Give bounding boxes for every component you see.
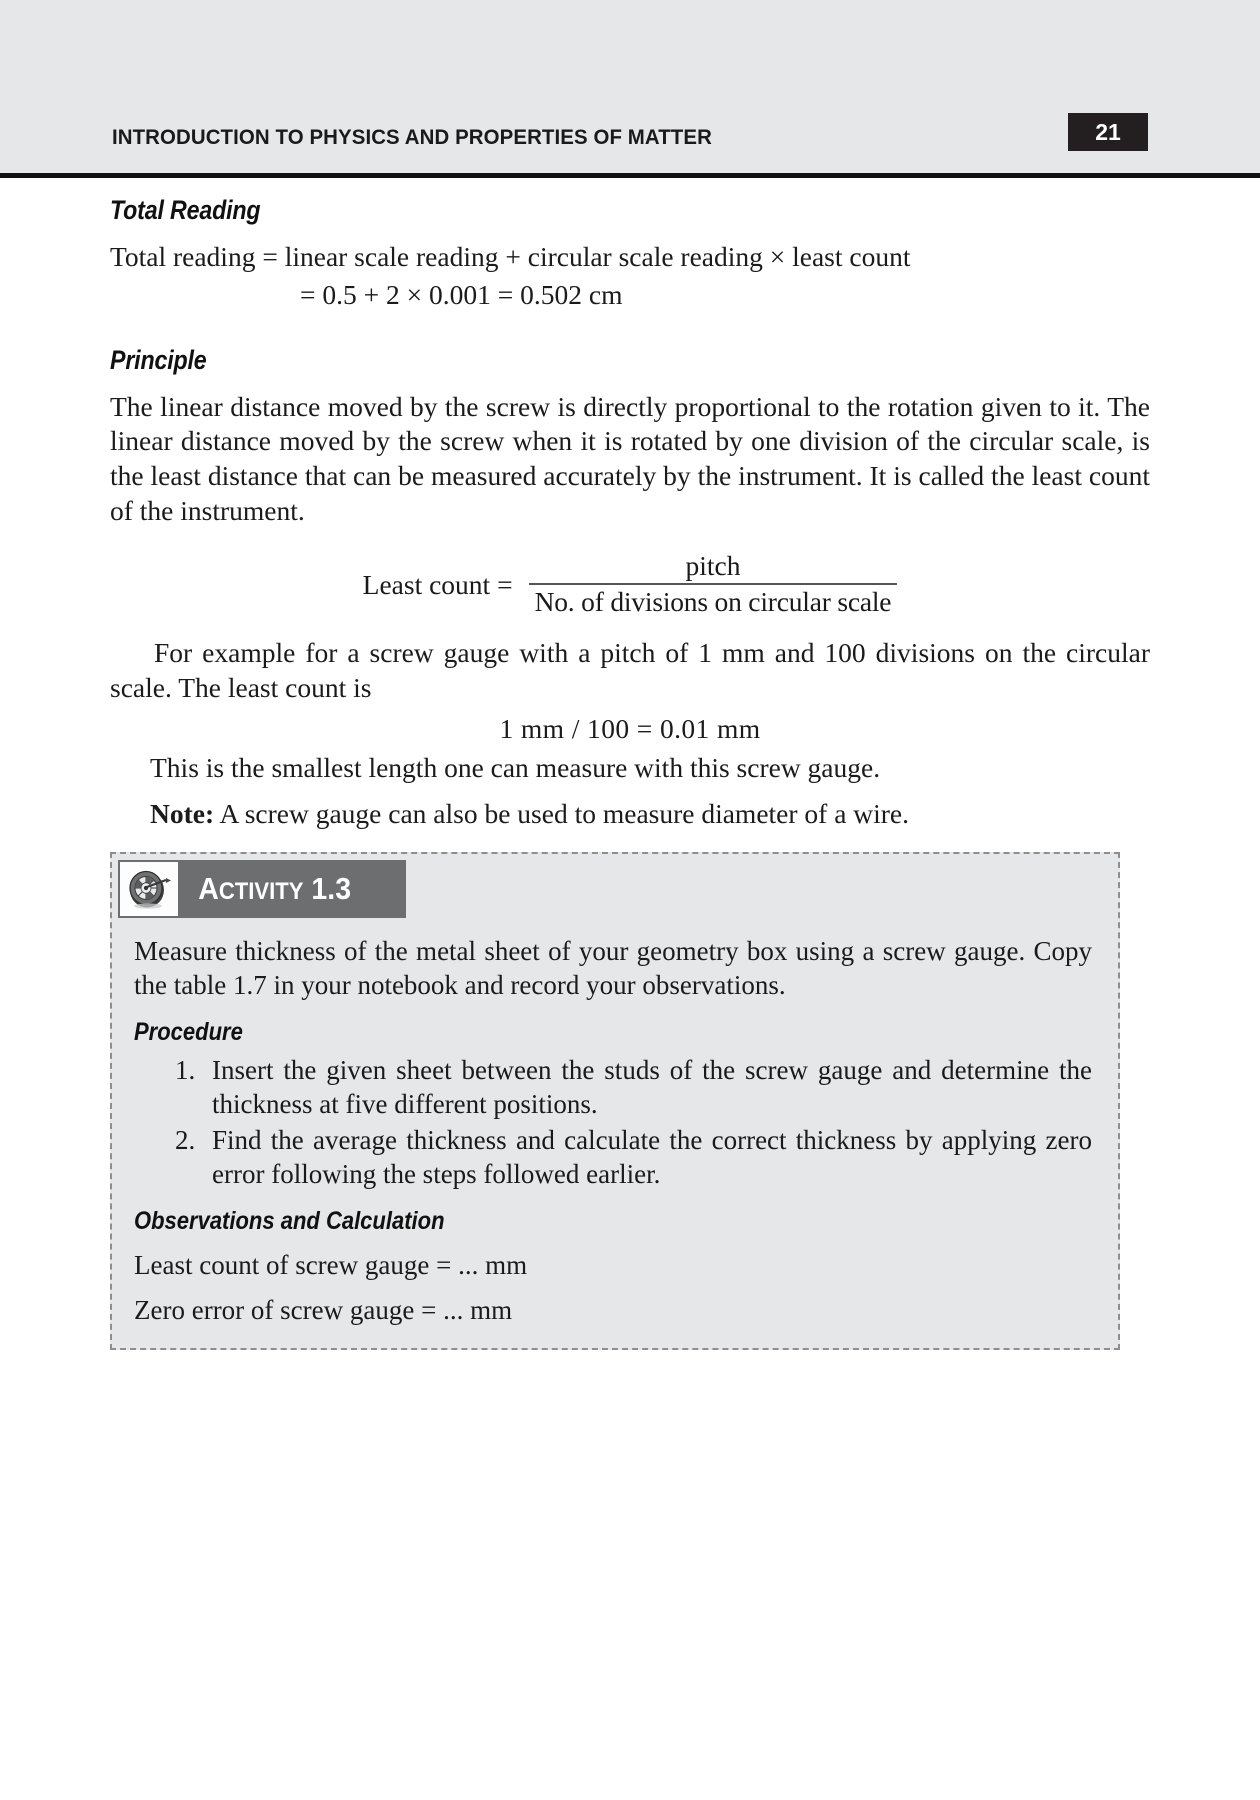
formula-denominator: No. of divisions on circular scale <box>534 586 892 618</box>
note-label: Note: <box>150 797 215 829</box>
observation-line: Zero error of screw gauge = ... mm <box>134 1294 513 1325</box>
dartboard-icon <box>120 862 178 916</box>
heading-procedure: Procedure <box>134 1017 243 1046</box>
principle-smallest-length: This is the smallest length one can measure with this screw gauge. <box>150 752 881 784</box>
activity-intro: Measure thickness of the metal sheet of your geometry box using a screw gauge. Copy the table 1.7 in your notebook and record your observations. <box>134 935 1092 1000</box>
note-line <box>110 798 1150 830</box>
page-content <box>110 195 1150 1350</box>
heading-total-reading: Total Reading <box>110 195 261 225</box>
heading-observations: Observations and Calculation <box>134 1206 445 1235</box>
observation-line: Least count of screw gauge = ... mm <box>134 1249 528 1280</box>
procedure-list <box>134 1053 1092 1191</box>
total-reading-line2: = 0.5 + 2 × 0.001 = 0.502 cm <box>300 278 623 310</box>
formula-left-side: Least count = <box>362 569 513 601</box>
activity-title-number: 1.3 <box>311 870 352 906</box>
principle-example: For example for a screw gauge with a pitch of 1 mm and 100 divisions on the circular scale. The least count is <box>110 636 1150 703</box>
page-header <box>0 0 1260 178</box>
activity-title-word: CTIVITY <box>218 877 304 905</box>
note-text: A screw gauge can also be used to measure diameter of a wire. <box>214 797 910 829</box>
header-row <box>0 118 1260 165</box>
activity-title-initial: A <box>198 870 219 906</box>
activity-body <box>112 918 1118 1326</box>
least-count-formula <box>110 552 1150 618</box>
heading-principle: Principle <box>110 344 207 375</box>
total-reading-line1: Total reading = linear scale reading + circular scale reading × least count <box>110 241 911 272</box>
page-title: INTRODUCTION TO PHYSICS AND PROPERTIES OF MATTER <box>112 125 712 149</box>
activity-box <box>110 852 1120 1350</box>
list-item: 1. Insert the given sheet between the studs of the screw gauge and determine the thickness at five different positions. <box>202 1053 1092 1121</box>
page-number-badge: 21 <box>1068 113 1148 151</box>
list-item: 2. Find the average thickness and calculate the correct thickness by applying zero error following the steps followed earlier. <box>202 1123 1092 1191</box>
activity-header-bar <box>118 860 406 918</box>
activity-title <box>178 871 351 907</box>
formula-fraction <box>529 552 898 618</box>
formula-numerator: pitch <box>685 550 741 582</box>
principle-example-equation: 1 mm / 100 = 0.01 mm <box>499 713 761 745</box>
principle-paragraph: The linear distance moved by the screw is directly proportional to the rotation given to it. The linear distance moved by the screw when it is rotated by one division of the circular scale, is the least distance that can be measured accurately by the instrument. It is called the least count of the instrument. <box>110 390 1150 526</box>
